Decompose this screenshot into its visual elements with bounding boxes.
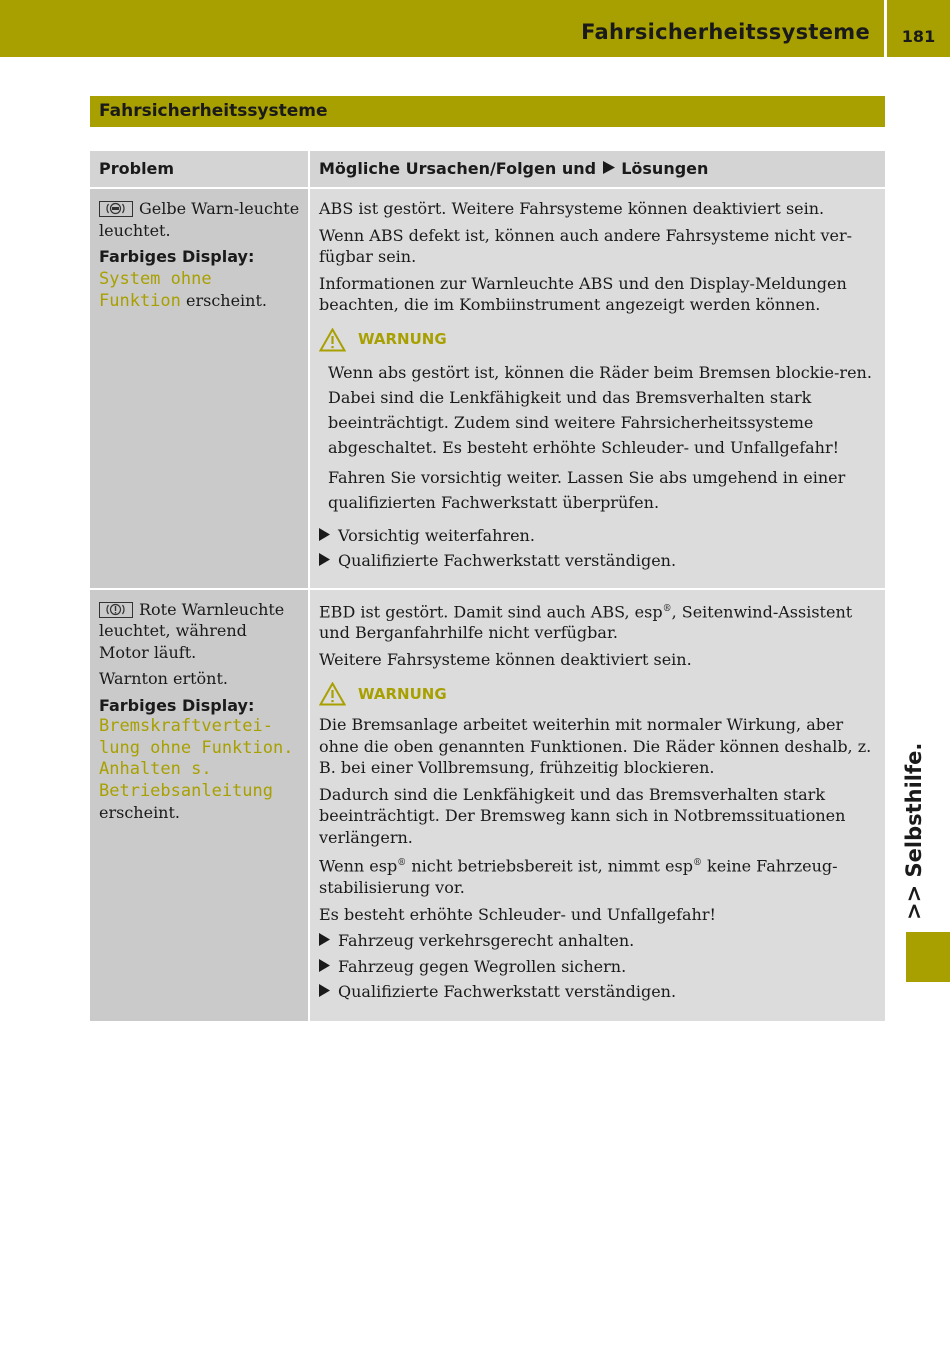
action-text: Fahrzeug gegen Wegrollen sichern. — [338, 956, 627, 976]
warning-body — [319, 360, 877, 515]
warning-triangle-icon — [319, 682, 346, 706]
display-label: Farbiges Display: — [99, 247, 255, 266]
cause-text: EBD ist gestört. Damit sind auch ABS, esp®, Seitenwind-Assistent und Berganfahrhilfe nicht verfügbar. — [319, 601, 853, 643]
action-arrow-icon — [319, 933, 330, 946]
table-header-row — [90, 151, 885, 188]
side-tab-label: >> Selbsthilfe. — [902, 742, 926, 920]
section-heading-bar — [90, 96, 885, 127]
problem-cell — [90, 188, 309, 589]
solution-cell — [309, 188, 885, 589]
info-text: Die Bremsanlage arbeitet weiterhin mit normaler Wirkung, aber ohne die oben genannten Funktionen. Die Räder können deshalb, z. B. bei einer Vollbremsung, frühzeitig blockieren. — [319, 715, 872, 778]
solution-cell — [309, 589, 885, 1021]
problem-cell — [90, 589, 309, 1021]
cause-text: Weitere Fahrsysteme können deaktiviert sein. — [319, 649, 692, 669]
abs-warning-lamp-icon — [99, 201, 133, 217]
action-text: Qualifizierte Fachwerkstatt verständigen. — [338, 982, 677, 1002]
action-arrow-icon — [319, 984, 330, 997]
display-suffix: erscheint. — [185, 291, 267, 310]
warning-title: WARNUNG — [358, 684, 447, 703]
info-text: Dadurch sind die Lenkfähigkeit und das Bremsverhalten stark beeinträchtigt. Der Bremsweg kann sich in Notbremssituationen verlängern. — [319, 784, 846, 847]
action-arrow-icon — [319, 959, 330, 972]
column-header-solution-b: Lösungen — [621, 159, 709, 179]
warning-heading — [319, 682, 877, 706]
action-arrow-icon — [319, 553, 330, 566]
display-suffix: erscheint. — [99, 803, 180, 822]
list-item — [319, 930, 877, 952]
column-header-solution-a: Mögliche Ursachen/Folgen und — [319, 159, 597, 179]
side-tab-marker — [906, 932, 950, 982]
action-text: Qualifizierte Fachwerkstatt verständigen. — [338, 551, 677, 570]
display-message-line: Bremskraftvertei- — [99, 716, 273, 736]
display-label: Farbiges Display: — [99, 695, 255, 715]
list-item — [319, 956, 877, 978]
display-message-line: Anhalten s. — [99, 759, 212, 779]
warning-heading — [319, 328, 877, 352]
display-message-line: lung ohne Funktion. — [99, 737, 294, 758]
action-list — [319, 930, 877, 1003]
list-item — [319, 550, 877, 572]
action-arrow-icon — [602, 160, 616, 175]
list-item — [319, 525, 877, 547]
info-text: Wenn esp® nicht betriebsbereit ist, nimmt esp® keine Fahrzeug-stabilisierung vor. — [319, 856, 838, 898]
page-number-box — [887, 0, 950, 57]
problem-text-secondary: Warnton ertönt. — [99, 669, 228, 688]
warning-paragraph: Fahren Sie vorsichtig weiter. Lassen Sie abs umgehend in einer qualifizierten Fachwerkstatt überprüfen. — [328, 467, 846, 512]
warning-title: WARNUNG — [358, 329, 447, 348]
cause-text: Informationen zur Warnleuchte ABS und den Display-Meldungen beachten, die im Kombiinstrument angezeigt werden können. — [319, 273, 847, 314]
problem-text: Rote Warnleuchte leuchtet, während Motor läuft. — [99, 599, 285, 662]
warning-triangle-icon — [319, 328, 346, 352]
cause-text: ABS ist gestört. Weitere Fahrsysteme können deaktiviert sein. — [319, 199, 825, 218]
action-text: Fahrzeug verkehrsgerecht anhalten. — [338, 931, 635, 951]
top-header-bar — [0, 0, 884, 57]
list-item — [319, 981, 877, 1003]
section-title: Fahrsicherheitssysteme — [99, 101, 328, 121]
action-arrow-icon — [319, 528, 330, 541]
table-row — [90, 589, 885, 1021]
info-text: Es besteht erhöhte Schleuder- und Unfallgefahr! — [319, 904, 716, 924]
brake-warning-lamp-icon — [99, 602, 133, 618]
header-title: Fahrsicherheitssysteme — [581, 20, 870, 44]
column-header-solution — [309, 151, 885, 188]
page-number: 181 — [901, 27, 936, 46]
display-message — [99, 716, 300, 802]
problem-text: Gelbe Warn-leuchte leuchtet. — [99, 199, 300, 240]
warning-paragraph: Wenn abs gestört ist, können die Räder beim Bremsen blockie-ren. Dabei sind die Lenkfähigkeit und das Bremsverhalten stark beeinträchtigt. Zudem sind weitere Fahrsicherheitssysteme abgeschaltet. Es besteht erhöhte Schleuder- und Unfallgefahr! — [328, 362, 872, 457]
action-text: Vorsichtig weiterfahren. — [338, 525, 535, 545]
display-message: System ohne Funktion — [99, 268, 212, 311]
display-message-line: Betriebsanleitung — [99, 780, 273, 801]
table-row — [90, 188, 885, 589]
cause-text: Wenn ABS defekt ist, können auch andere Fahrsysteme nicht ver-fügbar sein. — [319, 225, 853, 266]
action-list — [319, 525, 877, 572]
troubleshooting-table — [90, 151, 885, 1021]
column-header-problem: Problem — [90, 151, 309, 188]
